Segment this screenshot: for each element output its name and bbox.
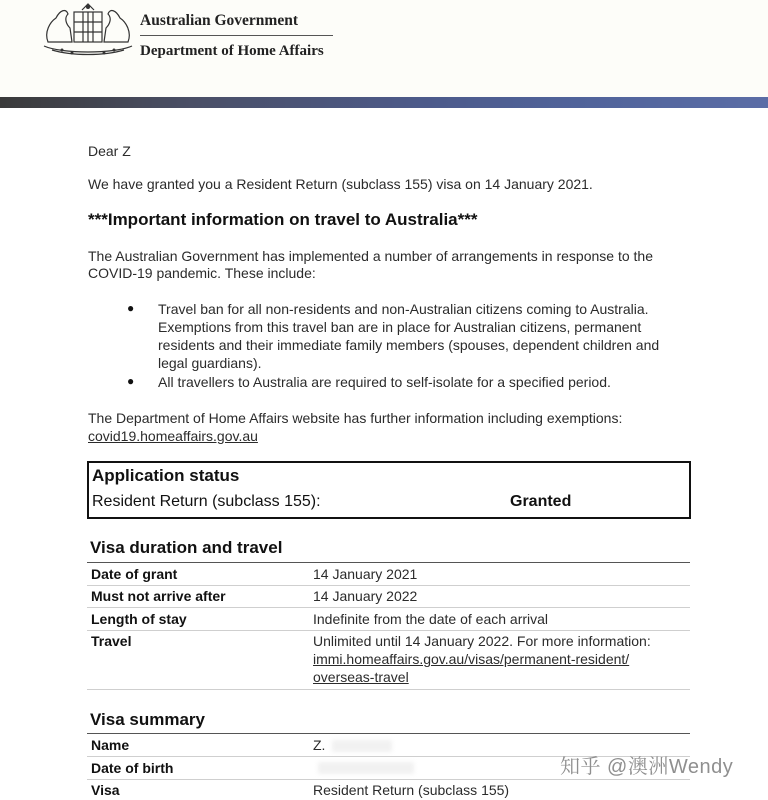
covid-website-link[interactable]: covid19.homeaffairs.gov.au: [88, 428, 258, 444]
application-status-title: Application status: [92, 466, 240, 485]
bullet-dot-icon: ●: [127, 374, 135, 388]
important-heading: ***Important information on travel to Australia***: [88, 210, 478, 229]
must-not-arrive-value: 14 January 2022: [313, 588, 418, 604]
letterhead: [0, 0, 768, 97]
header-band: [0, 97, 768, 108]
coat-of-arms-icon: [42, 2, 134, 58]
bullet-1-line-3: residents and their immediate family members (spouses, dependent children and: [158, 337, 660, 353]
row-divider: [87, 630, 690, 631]
travel-value: Unlimited until 14 January 2022. For more information:: [313, 633, 651, 649]
salutation: Dear Z: [88, 143, 131, 159]
covid-intro-line-1: The Australian Government has implemented a number of arrangements in response to the: [88, 248, 653, 264]
must-not-arrive-label: Must not arrive after: [91, 588, 226, 604]
row-divider: [87, 779, 690, 780]
grant-sentence: We have granted you a Resident Return (subclass 155) visa on 14 January 2021.: [88, 176, 593, 192]
application-status-value: Granted: [510, 493, 572, 510]
redacted-name: [332, 740, 392, 752]
section-divider: [87, 733, 690, 734]
travel-label: Travel: [91, 633, 132, 649]
covid-intro-line-2: COVID-19 pandemic. These include:: [88, 265, 316, 281]
row-divider: [87, 607, 690, 608]
department-name: Department of Home Affairs: [140, 43, 324, 59]
date-of-birth-label: Date of birth: [91, 760, 174, 776]
visa-summary-title: Visa summary: [90, 710, 205, 729]
length-of-stay-label: Length of stay: [91, 611, 187, 627]
visa-value: Resident Return (subclass 155): [313, 782, 510, 798]
bullet-1-line-1: Travel ban for all non-residents and non-Australian citizens coming to Australia.: [158, 301, 649, 317]
row-divider: [87, 585, 690, 586]
bullet-1-line-4: legal guardians).: [158, 355, 262, 371]
watermark: 知乎 @澳洲Wendy: [560, 756, 734, 778]
row-divider: [87, 689, 690, 690]
application-status-box: [87, 461, 691, 519]
letterhead-divider: [140, 35, 333, 36]
length-of-stay-value: Indefinite from the date of each arrival: [313, 611, 549, 627]
application-status-label: Resident Return (subclass 155):: [92, 493, 321, 510]
bullet-2: All travellers to Australia are required to self-isolate for a specified period.: [158, 374, 611, 390]
bullet-1-line-2: Exemptions from this travel ban are in place for Australian citizens, permanent: [158, 319, 642, 335]
date-of-grant-label: Date of grant: [91, 566, 178, 582]
overseas-travel-link-cont[interactable]: overseas-travel: [313, 669, 409, 685]
overseas-travel-link[interactable]: immi.homeaffairs.gov.au/visas/permanent-resident/: [313, 651, 630, 667]
date-of-grant-value: 14 January 2021: [313, 566, 418, 582]
name-value: Z.: [313, 737, 326, 753]
website-info: The Department of Home Affairs website has further information including exemptions:: [88, 410, 623, 426]
section-divider: [87, 562, 690, 563]
redacted-date-of-birth: [318, 762, 414, 774]
government-name: Australian Government: [140, 12, 299, 29]
bullet-dot-icon: ●: [127, 301, 135, 315]
visa-duration-title: Visa duration and travel: [90, 538, 283, 557]
visa-label: Visa: [91, 782, 120, 798]
name-label: Name: [91, 737, 130, 753]
